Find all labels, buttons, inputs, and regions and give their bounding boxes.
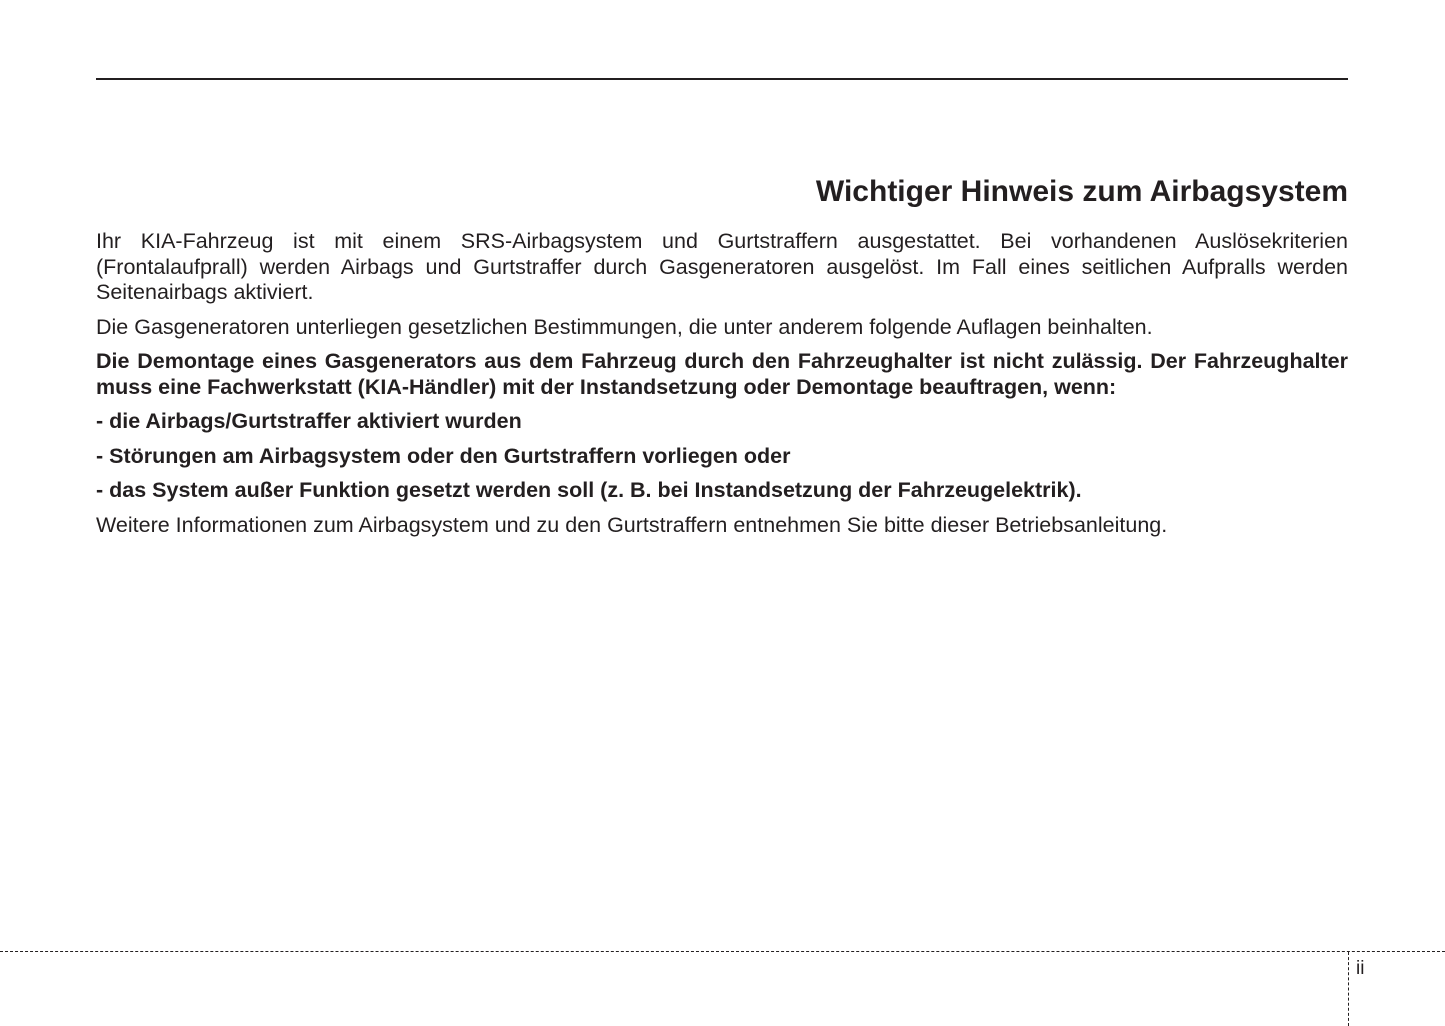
list-item: - das System außer Funktion gesetzt werden soll (z. B. bei Instandsetzung der Fahrzeugelektrik). [96, 478, 1082, 502]
regulation-paragraph: Die Gasgeneratoren unterliegen gesetzlichen Bestimmungen, die unter anderem folgende Auflagen beinhalten. [96, 314, 1153, 339]
list-item: - die Airbags/Gurtstraffer aktiviert wurden [96, 409, 522, 433]
page-content [96, 229, 1348, 547]
page-title: Wichtiger Hinweis zum Airbagsystem [815, 175, 1348, 208]
warning-paragraph: Die Demontage eines Gasgenerators aus dem Fahrzeug durch den Fahrzeughalter ist nicht zulässig. Der Fahrzeughalter muss eine Fachwerkstatt (KIA-Händler) mit der Instandsetzung oder Demontage beauftragen, wenn: [96, 349, 1348, 399]
page-number: ii [1356, 958, 1365, 979]
top-divider [96, 78, 1348, 80]
closing-paragraph: Weitere Informationen zum Airbagsystem und zu den Gurtstraffern entnehmen Sie bitte dieser Betriebsanleitung. [96, 512, 1168, 537]
intro-paragraph: Ihr KIA-Fahrzeug ist mit einem SRS-Airbagsystem und Gurtstraffern ausgestattet. Bei vorhandenen Auslösekriterien (Frontalaufprall) werden Airbags und Gurtstraffer durch Gasgeneratoren ausgelöst. Im Fall eines seitlichen Aufpralls werden Seitenairbags aktiviert. [96, 229, 1348, 304]
bottom-dashed-divider [0, 951, 1445, 952]
margin-dashed-divider [1348, 952, 1349, 1026]
list-item: - Störungen am Airbagsystem oder den Gurtstraffern vorliegen oder [96, 443, 791, 468]
